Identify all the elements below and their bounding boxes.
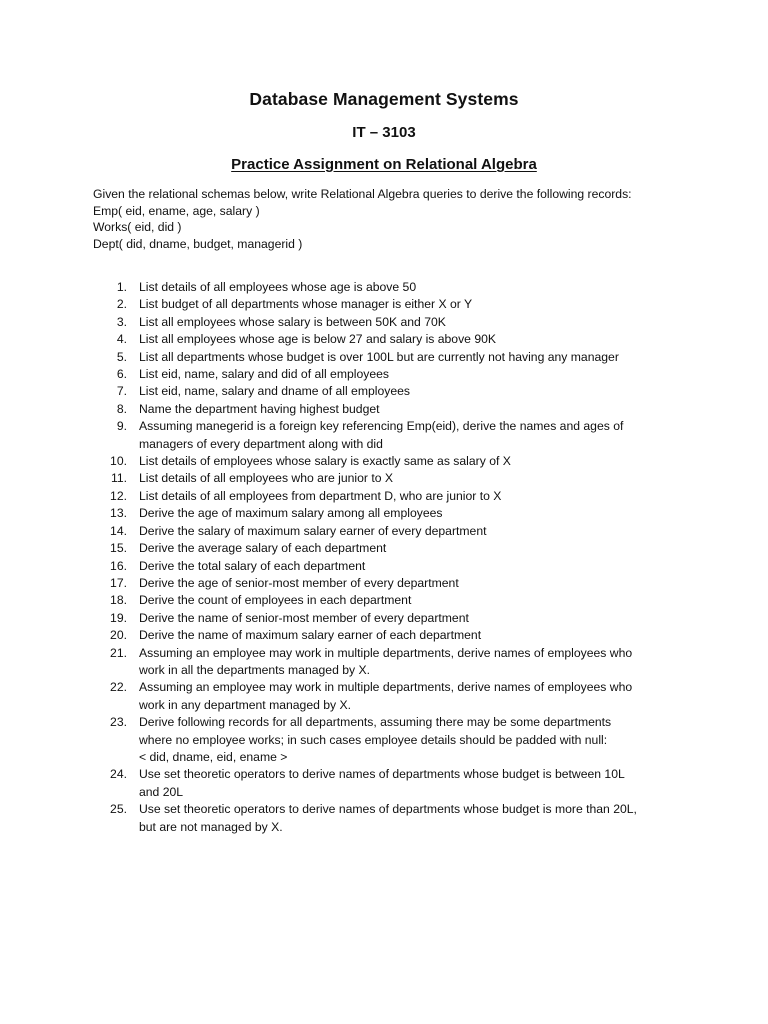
question-item: [100, 610, 700, 627]
document-title: Database Management Systems: [249, 89, 519, 109]
question-item: [100, 470, 700, 487]
question-text: Derive the count of employees in each department: [139, 593, 412, 608]
question-text: Derive the total salary of each department: [139, 558, 366, 573]
course-code: IT – 3103: [352, 124, 416, 141]
question-number: 10.: [110, 454, 127, 469]
question-text: and 20L: [139, 784, 184, 799]
question-item: [100, 453, 700, 470]
question-item: [100, 401, 700, 418]
question-number: 11.: [110, 471, 127, 486]
schema-works: Works( eid, did ): [93, 220, 182, 234]
question-number: 25.: [110, 802, 127, 817]
question-number: 1.: [116, 280, 127, 294]
question-item: [100, 418, 700, 453]
question-item: [100, 366, 700, 383]
question-item: [100, 645, 700, 680]
question-item: [100, 383, 700, 400]
question-text: Derive the age of senior-most member of every department: [139, 575, 459, 590]
question-number: 18.: [110, 593, 127, 608]
question-text: List budget of all departments whose manager is either X or Y: [139, 297, 473, 312]
question-number: 5.: [116, 349, 127, 364]
schema-dept: Dept( did, dname, budget, managerid ): [93, 236, 303, 251]
question-text: Derive the salary of maximum salary earner of every department: [139, 523, 487, 538]
intro-instruction: Given the relational schemas below, write Relational Algebra queries to derive the following records:: [93, 187, 632, 201]
question-text: work in all the departments managed by X.: [139, 662, 371, 677]
question-list: [100, 279, 700, 836]
question-number: 3.: [116, 314, 127, 329]
question-text: List eid, name, salary and did of all employees: [139, 367, 389, 382]
question-text: Use set theoretic operators to derive names of departments whose budget is between 10L: [139, 767, 625, 782]
question-text: Derive the name of maximum salary earner of each department: [139, 628, 482, 643]
question-text: List all employees whose age is below 27 and salary is above 90K: [139, 332, 497, 347]
question-item: [100, 558, 700, 575]
question-number: 19.: [110, 610, 127, 625]
question-text: List details of all employees who are junior to X: [139, 471, 394, 486]
question-number: 6.: [116, 367, 127, 382]
question-number: 15.: [110, 541, 127, 556]
question-text: List all employees whose salary is between 50K and 70K: [139, 314, 446, 329]
question-number: 2.: [116, 297, 127, 312]
question-text: List details of all employees whose age is above 50: [139, 280, 417, 294]
question-text: List details of all employees from department D, who are junior to X: [139, 488, 502, 503]
question-item: [100, 314, 700, 331]
question-item: [100, 540, 700, 557]
question-text: < did, dname, eid, ename >: [139, 749, 288, 764]
question-text: Assuming manegerid is a foreign key referencing Emp(eid), derive the names and ages of: [139, 419, 624, 434]
question-item: [100, 488, 700, 505]
question-number: 16.: [110, 558, 127, 573]
question-text: Derive following records for all departments, assuming there may be some departments: [139, 715, 612, 730]
question-text: List eid, name, salary and dname of all employees: [139, 384, 410, 399]
question-item: [100, 523, 700, 540]
question-item: [100, 296, 700, 313]
question-text: Use set theoretic operators to derive names of departments whose budget is more than 20L,: [139, 802, 637, 817]
question-item: [100, 679, 700, 714]
question-item: [100, 331, 700, 348]
question-number: 23.: [110, 715, 127, 730]
question-text: Name the department having highest budget: [139, 401, 380, 416]
question-text: Derive the name of senior-most member of every department: [139, 610, 469, 625]
question-text: Derive the age of maximum salary among all employees: [139, 506, 443, 521]
question-item: [100, 592, 700, 609]
question-text: List all departments whose budget is over 100L but are currently not having any manager: [139, 349, 619, 364]
question-item: [100, 801, 700, 836]
question-text: Derive the average salary of each department: [139, 541, 387, 556]
question-item: [100, 627, 700, 644]
intro-block: [93, 186, 713, 252]
question-item: [100, 766, 700, 801]
question-text: Assuming an employee may work in multiple departments, derive names of employees who: [139, 645, 633, 660]
question-item: [100, 575, 700, 592]
question-number: 12.: [110, 488, 127, 503]
assignment-subtitle: Practice Assignment on Relational Algebra: [231, 156, 537, 173]
question-number: 20.: [110, 628, 127, 643]
question-number: 9.: [116, 419, 127, 434]
question-number: 24.: [110, 767, 127, 782]
schema-emp: Emp( eid, ename, age, salary ): [93, 203, 260, 218]
question-number: 8.: [116, 401, 127, 416]
question-text: where no employee works; in such cases employee details should be padded with null:: [139, 732, 608, 747]
question-item: [100, 714, 700, 766]
question-text: work in any department managed by X.: [139, 697, 352, 712]
question-number: 7.: [116, 384, 127, 399]
question-number: 22.: [110, 680, 127, 695]
question-text: but are not managed by X.: [139, 819, 283, 834]
question-item: [100, 349, 700, 366]
question-number: 14.: [110, 523, 127, 538]
question-text: List details of employees whose salary is exactly same as salary of X: [139, 454, 511, 469]
question-number: 4.: [116, 332, 127, 347]
question-text: managers of every department along with did: [139, 436, 383, 451]
question-number: 13.: [110, 506, 127, 521]
question-item: [100, 279, 700, 296]
question-number: 17.: [110, 575, 127, 590]
question-text: Assuming an employee may work in multiple departments, derive names of employees who: [139, 680, 633, 695]
question-number: 21.: [110, 645, 127, 660]
question-item: [100, 505, 700, 522]
